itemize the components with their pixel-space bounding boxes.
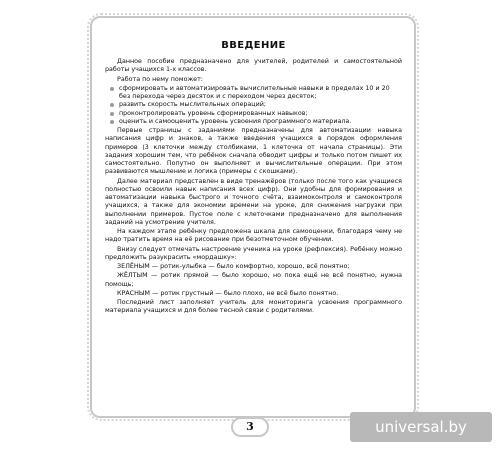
- mood-red: КРАСНЫМ — ротик грустный — было плохо, не всё было понятно.: [117, 289, 339, 297]
- body-paragraph: Последний лист заполняет учитель для мониторинга усвоения программного материала учащихся и для более тесной связи с родителями.: [105, 299, 402, 315]
- body-paragraph: Первые страницы с заданиями предназначены для автоматизации навыка написания цифр и знаков, а также введения учащихся в порядок оформления примеров (3 клеточки между столбиками, 1 клеточка от начала страницы). Эти задания хорошим тем, что ребёнок сначала обводит цифры и только потом пишет их самостоятельно. Попутно он выполняет и вычислительные операции. При этом развиваются мышление и логика (примеры с скошками).: [105, 127, 402, 176]
- body-paragraph: Внизу следует отмечать настроение ученика на уроке (рефлексия). Ребёнку можно предложить разукрасить «мордашку»:: [105, 245, 402, 261]
- watermark: universal.by: [350, 412, 492, 442]
- bullet-icon: [110, 112, 114, 116]
- mood-yellow: ЖЁЛТЫМ — ротик прямой — было хорошо, но пока ещё не всё понятно, нужна помощь;: [105, 272, 402, 288]
- body-paragraph: На каждом этапе ребёнку предложена шкала для самооценки, благодаря чему не надо тратить время на её рисование при безотметочном обучении.: [105, 228, 402, 244]
- bullet-icon: [110, 120, 114, 124]
- mood-green: ЗЕЛЁНЫМ — ротик-улыбка — было комфортно, хорошо, всё понятно;: [117, 263, 350, 270]
- page-number: 3: [231, 417, 269, 437]
- body-paragraph: Далее материал представлен в виде тренажёров (только после того как учащиеся полностью освоили навык написания всех цифр). Они удобны для формирования и автоматизации навыка быстрого и точного счёта, взаимоконтроля и самоконтроля учащихся, а также для экономии времени на уроке, для снижения нагрузки при выполнении примеров. Пустое поле с клеточками предназначено для выполнения заданий на усмотрение учителя.: [105, 177, 402, 226]
- bullet-icon: [110, 103, 114, 107]
- goals-list: [105, 85, 402, 126]
- bullet-icon: [110, 87, 114, 91]
- page-content: [105, 40, 402, 317]
- goal-item: проконтролировать уровень сформированных навыков;: [105, 110, 402, 118]
- page-title: ВВЕДЕНИЕ: [221, 40, 286, 51]
- intro-paragraph-2: Работа по нему поможет:: [117, 75, 203, 83]
- goal-item: сформировать и автоматизировать вычислительные навыки в пределах 10 и 20 без перехода через десяток и с переходом через десяток;: [105, 85, 402, 102]
- intro-paragraph-1: Данное пособие предназначено для учителей, родителей и самостоятельной работы учащихся 1-х классов.: [105, 58, 402, 74]
- goal-item: оценить и самооценить уровень усвоения программного материала.: [105, 118, 402, 126]
- goal-item: развить скорость мыслительных операций;: [105, 101, 402, 109]
